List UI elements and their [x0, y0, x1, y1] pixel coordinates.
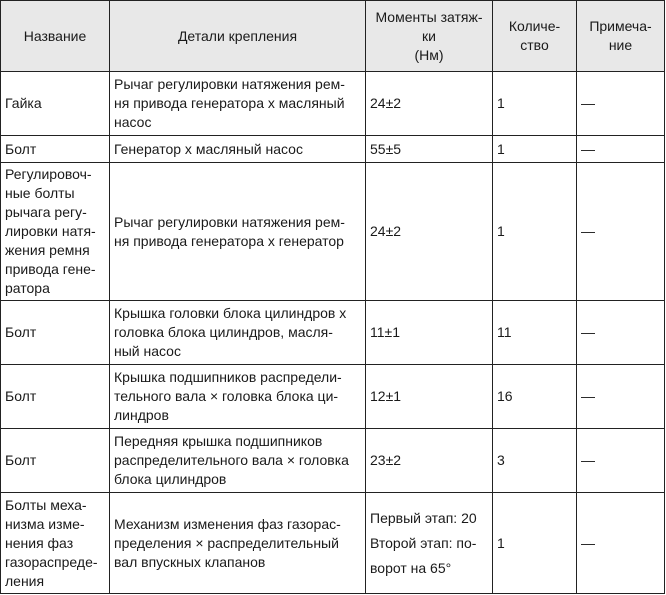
- cell-torque: 55±5: [366, 136, 493, 163]
- cell-note: —: [577, 136, 665, 163]
- table-row: [1, 72, 665, 136]
- cell-torque: 24±2: [366, 72, 493, 136]
- cell-name: Регулировоч- ные болты рычага регу- лировки натя- жения ремня привода гене- ратора: [1, 163, 110, 301]
- cell-details: Механизм изменения фаз газорас- пределения × распределительный вал впускных клапанов: [110, 493, 366, 594]
- cell-quantity: 11: [493, 301, 577, 365]
- cell-note: —: [577, 365, 665, 429]
- header-quantity: Количе- ство: [493, 1, 577, 72]
- cell-details: Рычаг регулировки натяжения рем- ня привода генератора x генератор: [110, 163, 366, 301]
- cell-quantity: 1: [493, 493, 577, 594]
- cell-quantity: 3: [493, 429, 577, 493]
- cell-note: —: [577, 72, 665, 136]
- cell-torque: Первый этап: 20 Второй этап: по- ворот на 65°: [366, 493, 493, 594]
- table-header-row: [1, 1, 665, 72]
- header-torque: Моменты затяж- ки (Нм): [366, 1, 493, 72]
- cell-note: —: [577, 429, 665, 493]
- cell-torque: 23±2: [366, 429, 493, 493]
- table-row: [1, 301, 665, 365]
- table-row: [1, 429, 665, 493]
- cell-details: Рычаг регулировки натяжения рем- ня привода генератора x масляный насос: [110, 72, 366, 136]
- table-row: [1, 493, 665, 594]
- cell-torque: 24±2: [366, 163, 493, 301]
- cell-note: —: [577, 301, 665, 365]
- cell-name: Болт: [1, 301, 110, 365]
- cell-quantity: 16: [493, 365, 577, 429]
- cell-name: Болт: [1, 429, 110, 493]
- cell-details: Генератор x масляный насос: [110, 136, 366, 163]
- cell-details: Крышка головки блока цилиндров x головка блока цилиндров, масля- ный насос: [110, 301, 366, 365]
- header-name: Название: [1, 1, 110, 72]
- cell-quantity: 1: [493, 163, 577, 301]
- cell-details: Крышка подшипников распредели- тельного вала × головка блока ци- линдров: [110, 365, 366, 429]
- cell-name: Болты меха- низма изме- нения фаз газораспреде- ления: [1, 493, 110, 594]
- cell-quantity: 1: [493, 136, 577, 163]
- cell-torque: 11±1: [366, 301, 493, 365]
- cell-note: —: [577, 493, 665, 594]
- cell-torque: 12±1: [366, 365, 493, 429]
- cell-quantity: 1: [493, 72, 577, 136]
- header-note: Примеча- ние: [577, 1, 665, 72]
- cell-name: Болт: [1, 136, 110, 163]
- cell-name: Болт: [1, 365, 110, 429]
- cell-note: —: [577, 163, 665, 301]
- cell-name: Гайка: [1, 72, 110, 136]
- table-row: [1, 136, 665, 163]
- cell-details: Передняя крышка подшипников распределительного вала × головка блока цилиндров: [110, 429, 366, 493]
- header-details: Детали крепления: [110, 1, 366, 72]
- table-row: [1, 365, 665, 429]
- table-row: [1, 163, 665, 301]
